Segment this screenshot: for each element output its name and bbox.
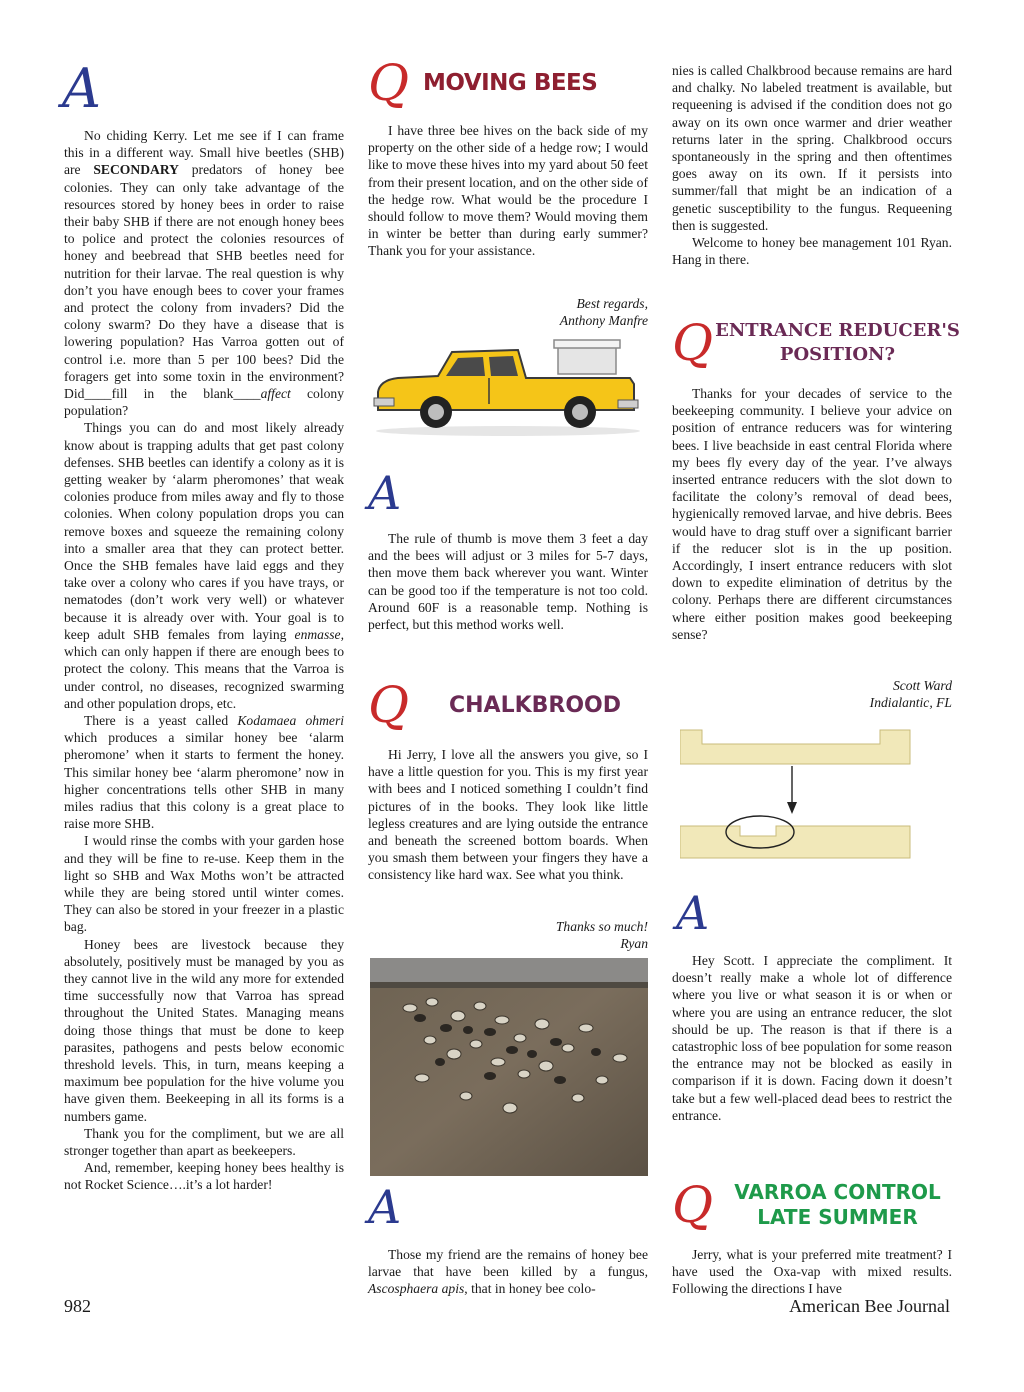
paragraph: I would rinse the combs with your garden hose and they will be fine to re-use. Keep them in the light so SHB and Wax Moths won’t be attracted while they are being stored until winter comes. They can also be stored in your freezer in a plastic bag. — [64, 833, 344, 935]
moving-bees-answer: The rule of thumb is move them 3 feet a day and the bees will adjust or 3 miles for 5-7 days, then move them back wherever you want. Winter can be good too if the temperature is not too cold. Around 60F is a reasonable temp. Nothing is perfect, but this method works well. — [368, 531, 648, 633]
varroa-title: LATE SUMMER — [757, 1205, 918, 1229]
answer-letter-a: A — [368, 1180, 402, 1234]
pickup-truck-illustration — [368, 338, 648, 438]
entrance-reducer-signoff: Scott Ward Indialantic, FL — [869, 678, 952, 711]
paragraph: Thank you for the compliment, but we are all stronger together than apart as beekeepers. — [64, 1125, 344, 1158]
varroa-title: VARROA CONTROL — [734, 1180, 941, 1204]
paragraph: No chiding Kerry. Let me see if I can frame this in a different way. Small hive beetles (SHB) are SECONDARY predators of honey bee colonies. They can only take advantage of the resources stored by honey bees in order to raise their baby SHB if there are not enough honey bees to police and protect the colonies resources of honey and beebread that SHB beetles need for nutrition for their larvae. The real question is why don’t you have enough bees to cover your frames and protect the colony from invaders? Did the colony swarm? Do they have a disease that is lowering population? Has Varroa gotten out of control i.e. more than 5 per 100 bees? Did the foragers get into some toxin in the environment? Did____fill in the blank____affect colony population? — [64, 128, 344, 419]
journal-name: American Bee Journal — [789, 1296, 950, 1316]
entrance-reducer-title: ENTRANCE REDUCER'S — [715, 320, 960, 341]
entrance-reducer-answer: Hey Scott. I appreciate the compliment. It doesn’t really make a whole lot of difference where you live or what season it is or when or where you are using an entrance reducer, the slot should be up. The reason is that if there is a catastrophic loss of bee population for some reason the entrance may not be blocked as easily in comparison if it is down. Facing down it doesn’t take but a few well-placed dead bees to restrict the entrance. — [672, 953, 952, 1123]
question-letter-q: Q — [672, 1176, 713, 1234]
moving-bees-heading — [368, 54, 598, 112]
entrance-reducer-heading — [672, 314, 962, 372]
entrance-reducer-question: Thanks for your decades of service to the beekeeping community. I believe your advice on position of entrance reducers was for wintering bees. I live beachside in east central Florida where my bees fly every day of the year. I’ve always inserted entrance reducers with the slot down to facilitate the colony’s removal of dead bees, hygienically removed larvae, and hive debris. Bees would have to drag stuff over a significant barrier if the reducer slot is in the up position. Accordingly, I insert entrance reducers with slot down to expedite elimination of detritus by the colony. Perhaps there are different circumstances where either position makes good beekeeping sense? — [672, 386, 952, 642]
varroa-heading — [672, 1176, 962, 1234]
page-number: 982 — [64, 1296, 91, 1316]
moving-bees-signoff: Best regards, Anthony Manfre — [559, 296, 648, 329]
moving-bees-question: I have three bee hives on the back side of my property on the other side of a hedge row; I would like to move these hives into my yard about 50 feet from their present location, and on the other side of the hedge row. What would be the procedure I should follow to move them? Would moving them in winter be better than during early summer? Thank you for your assistance. — [368, 123, 648, 259]
left-answer-column — [64, 127, 344, 1194]
chalkbrood-heading — [368, 676, 622, 734]
answer-letter-a: A — [62, 57, 101, 120]
chalkbrood-answer-start: Those my friend are the remains of honey bee larvae that have been killed by a fungus, Ascosphaera apis, that in honey bee colo- — [368, 1247, 648, 1297]
entrance-reducer-diagram — [680, 726, 912, 866]
paragraph: Things you can do and most likely already know about is trapping adults that get past colony defenses. SHB beetles can identify a colony as it is getting weaker by ‘alarm pheromones’ that weak colonies produce from miles away and fly to those colonies. When colony population drops you can remove boxes and squeeze the remaining colony into a smaller area that they can protect better. Once the SHB females have laid eggs and they take over a colony who cares if you have trays, or nematodes (don’t work very well) or whatever because it is already over with. Your goal is to keep adult SHB females from laying enmasse, which can only happen if there are enough bees to protect the colony. This means that the Varroa is under control, no diseases, recognized swarming and other population drops, etc. — [64, 420, 344, 711]
moving-bees-title: MOVING BEES — [423, 70, 598, 96]
question-letter-q: Q — [368, 54, 409, 112]
entrance-reducer-title: POSITION? — [779, 344, 896, 365]
varroa-question: Jerry, what is your preferred mite treatment? I have used the Oxa-vap with mixed results. Following the directions I have — [672, 1247, 952, 1297]
chalkbrood-title: CHALKBROOD — [449, 692, 622, 718]
paragraph: There is a yeast called Kodamaea ohmeri which produces a similar honey bee ‘alarm pheromone’ when it starts to ferment the honey. This similar honey bee ‘alarm pheromone’ now in higher concentrations tells other SHB in many miles radius that this colony is a great place to raise more SHB. — [64, 712, 345, 832]
chalkbrood-question: Hi Jerry, I love all the answers you give, so I have a little question for you. This is my first year with bees and I noticed something I couldn’t find pictures of in the books. They look like little legless creatures and are lying outside the entrance and beneath the screened bottom boards. When you smash them between your fingers they have a consistency like hard wax. See what you think. — [368, 747, 648, 883]
paragraph: And, remember, keeping honey bees healthy is not Rocket Science….it’s a lot harder! — [64, 1160, 344, 1193]
chalkbrood-answer-continued: nies is called Chalkbrood because remains are hard and chalky. No labeled treatment is available, but requeening is advised if the condition does not go away on its own once warmer and drier weather returns later in the spring. Chalkbrood occurs spontaneously in the spring and then oftentimes goes away on its own. If it persists into summer/fall that might be an indication of a genetic susceptibility to the fungus. Requeening then is suggested. Welcome to honey bee management 101 Ryan. Hang in there. — [672, 63, 952, 268]
question-letter-q: Q — [368, 676, 409, 734]
chalkbrood-photo — [370, 958, 648, 1176]
answer-letter-a: A — [676, 886, 710, 940]
question-letter-q: Q — [672, 314, 713, 372]
paragraph: Honey bees are livestock because they absolutely, positively must be managed by you as they cannot live in the wild any more for extended time successfully now that Varroa has spread throughout the United States. Managing means doing those things that must be done to keep parasites, pathogens and pests below economic threshold levels. This, in turn, means keeping a maximum bee population for the hive volume you have given them. Beekeeping in all its forms is a numbers game. — [64, 936, 344, 1124]
chalkbrood-signoff: Thanks so much! Ryan — [555, 919, 648, 952]
answer-letter-a: A — [368, 466, 402, 520]
